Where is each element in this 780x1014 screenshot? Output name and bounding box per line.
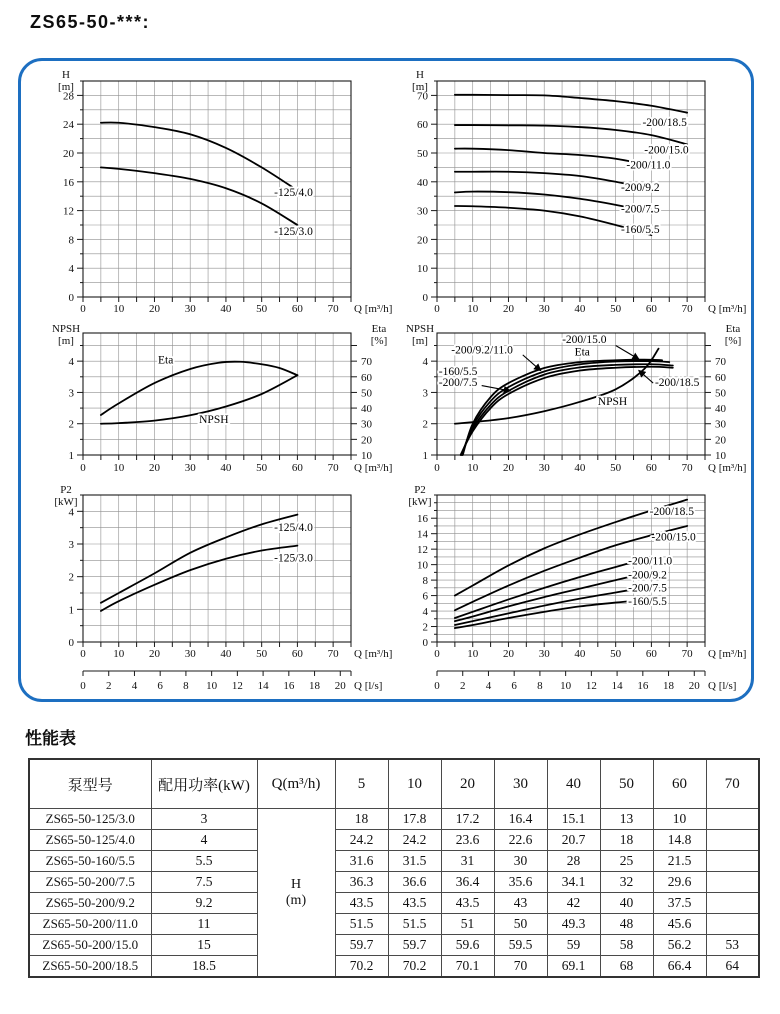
svg-text:-125/3.0: -125/3.0 [274, 226, 313, 239]
svg-text:14: 14 [417, 528, 428, 541]
svg-text:0: 0 [80, 303, 86, 315]
table-row [29, 935, 759, 956]
h-value: 13 [600, 809, 653, 830]
svg-text:50: 50 [417, 148, 428, 160]
h-value: 10 [653, 809, 706, 830]
svg-text:[m]: [m] [412, 335, 428, 347]
svg-text:-160/5.5: -160/5.5 [628, 595, 667, 608]
svg-text:6: 6 [157, 680, 163, 692]
chart-p2-125 [39, 485, 391, 695]
rated-power: 15 [151, 935, 257, 956]
h-value: 21.5 [653, 851, 706, 872]
rated-power: 18.5 [151, 956, 257, 978]
pump-model: ZS65-50-160/5.5 [29, 851, 151, 872]
performance-table [28, 758, 760, 978]
svg-text:4: 4 [68, 356, 74, 369]
table-row [29, 809, 759, 830]
svg-text:Q [m³/h]: Q [m³/h] [708, 303, 747, 315]
svg-text:16: 16 [283, 680, 295, 692]
h-value: 24.2 [335, 830, 388, 851]
svg-text:40: 40 [574, 462, 586, 474]
column-header: 40 [547, 759, 600, 809]
svg-text:16: 16 [637, 680, 649, 692]
svg-text:8: 8 [422, 575, 428, 588]
rated-power: 4 [151, 830, 257, 851]
svg-text:20: 20 [715, 434, 726, 447]
svg-text:60: 60 [291, 462, 303, 474]
svg-text:60: 60 [645, 303, 657, 315]
h-value: 36.4 [441, 872, 494, 893]
h-value: 20.7 [547, 830, 600, 851]
svg-text:70: 70 [327, 648, 339, 660]
svg-text:4: 4 [131, 680, 138, 692]
svg-text:10: 10 [467, 648, 479, 660]
svg-text:50: 50 [256, 648, 268, 660]
h-value: 48 [600, 914, 653, 935]
table-row [29, 872, 759, 893]
svg-text:12: 12 [231, 680, 243, 692]
svg-text:10: 10 [206, 680, 218, 692]
column-header: 泵型号 [29, 759, 151, 809]
svg-text:50: 50 [256, 462, 268, 474]
pump-model: ZS65-50-200/15.0 [29, 935, 151, 956]
svg-text:NPSH: NPSH [199, 414, 229, 427]
svg-text:10: 10 [361, 450, 372, 462]
svg-text:30: 30 [184, 648, 196, 660]
svg-text:50: 50 [610, 303, 622, 315]
svg-text:4: 4 [422, 356, 428, 369]
svg-text:40: 40 [417, 176, 428, 189]
chart-hq-200 [393, 67, 745, 320]
svg-text:0: 0 [68, 292, 74, 304]
svg-text:30: 30 [538, 303, 550, 315]
svg-text:Eta: Eta [158, 354, 174, 367]
h-value [706, 914, 759, 935]
svg-text:-200/9.2: -200/9.2 [621, 182, 660, 195]
h-value: 36.6 [388, 872, 441, 893]
svg-text:10: 10 [417, 263, 428, 276]
svg-text:30: 30 [538, 462, 550, 474]
h-value: 59.5 [494, 935, 547, 956]
h-value: 17.2 [441, 809, 494, 830]
h-value: 25 [600, 851, 653, 872]
pump-model: ZS65-50-200/7.5 [29, 872, 151, 893]
h-value: 70.2 [388, 956, 441, 978]
svg-text:20: 20 [688, 680, 700, 692]
h-value: 15.1 [547, 809, 600, 830]
table-row [29, 830, 759, 851]
svg-text:P2: P2 [60, 484, 72, 496]
svg-text:Q [l/s]: Q [l/s] [354, 680, 383, 692]
pump-model: ZS65-50-125/4.0 [29, 830, 151, 851]
svg-text:14: 14 [257, 680, 269, 692]
table-row [29, 956, 759, 978]
page-title: ZS65-50-***: [30, 12, 151, 32]
h-value: 59.6 [441, 935, 494, 956]
h-value: 51.5 [335, 914, 388, 935]
column-header: 60 [653, 759, 706, 809]
pump-model: ZS65-50-125/3.0 [29, 809, 151, 830]
h-value: 34.1 [547, 872, 600, 893]
h-value: 18 [335, 809, 388, 830]
column-header: 配用功率(kW) [151, 759, 257, 809]
h-value: 35.6 [494, 872, 547, 893]
svg-text:4: 4 [68, 506, 74, 519]
svg-text:70: 70 [681, 462, 693, 474]
h-value: 31 [441, 851, 494, 872]
svg-text:[%]: [%] [724, 335, 742, 347]
svg-text:40: 40 [220, 648, 232, 660]
svg-text:-125/3.0: -125/3.0 [274, 552, 313, 565]
svg-text:16: 16 [417, 513, 428, 526]
svg-text:50: 50 [610, 648, 622, 660]
svg-text:-125/4.0: -125/4.0 [274, 521, 313, 534]
svg-text:60: 60 [417, 119, 428, 132]
svg-text:6: 6 [511, 680, 517, 692]
svg-text:20: 20 [334, 680, 346, 692]
svg-text:20: 20 [148, 462, 160, 474]
rated-power: 11 [151, 914, 257, 935]
h-value: 51 [441, 914, 494, 935]
svg-text:20: 20 [502, 648, 514, 660]
svg-text:-200/9.2/11.0: -200/9.2/11.0 [451, 344, 513, 357]
h-value: 50 [494, 914, 547, 935]
h-value: 24.2 [388, 830, 441, 851]
svg-text:30: 30 [184, 462, 196, 474]
svg-text:12: 12 [585, 680, 597, 692]
svg-text:10: 10 [113, 648, 125, 660]
svg-text:Q [m³/h]: Q [m³/h] [354, 462, 393, 474]
column-header: 70 [706, 759, 759, 809]
h-value: 58 [600, 935, 653, 956]
svg-text:H: H [62, 69, 70, 81]
h-value: 23.6 [441, 830, 494, 851]
column-header: Q(m³/h) [257, 759, 335, 809]
svg-text:10: 10 [113, 462, 125, 474]
svg-text:[m]: [m] [58, 335, 74, 347]
svg-text:3: 3 [422, 387, 428, 400]
svg-text:70: 70 [715, 356, 726, 369]
svg-text:[m]: [m] [412, 81, 428, 93]
h-value: 42 [547, 893, 600, 914]
svg-text:40: 40 [361, 403, 372, 416]
h-value: 29.6 [653, 872, 706, 893]
rated-power: 7.5 [151, 872, 257, 893]
svg-text:20: 20 [417, 234, 428, 247]
svg-text:40: 40 [715, 403, 726, 416]
svg-text:[kW]: [kW] [408, 496, 432, 508]
svg-text:3: 3 [68, 387, 74, 400]
svg-text:0: 0 [80, 462, 86, 474]
svg-text:30: 30 [417, 205, 428, 218]
column-header: 5 [335, 759, 388, 809]
h-value: 59 [547, 935, 600, 956]
svg-text:-125/4.0: -125/4.0 [274, 187, 313, 200]
svg-text:2: 2 [105, 680, 112, 692]
svg-text:12: 12 [63, 205, 74, 218]
rated-power: 3 [151, 809, 257, 830]
h-value: 37.5 [653, 893, 706, 914]
svg-text:-200/15.0: -200/15.0 [562, 334, 607, 347]
svg-text:-160/5.5: -160/5.5 [621, 224, 660, 237]
h-value: 43 [494, 893, 547, 914]
svg-text:-200/11.0: -200/11.0 [628, 555, 673, 568]
svg-text:0: 0 [422, 637, 428, 649]
h-value: 40 [600, 893, 653, 914]
svg-text:10: 10 [467, 462, 479, 474]
svg-text:0: 0 [80, 680, 86, 692]
svg-text:60: 60 [291, 303, 303, 315]
svg-text:-200/18.5: -200/18.5 [649, 506, 695, 519]
svg-text:40: 40 [220, 462, 232, 474]
svg-text:8: 8 [68, 234, 74, 247]
svg-text:30: 30 [184, 303, 196, 315]
svg-text:18: 18 [309, 680, 321, 692]
svg-text:4: 4 [422, 606, 428, 619]
svg-text:NPSH: NPSH [51, 323, 81, 335]
h-value: 31.6 [335, 851, 388, 872]
svg-text:0: 0 [434, 648, 440, 660]
svg-text:30: 30 [538, 648, 550, 660]
svg-text:Q [m³/h]: Q [m³/h] [708, 648, 747, 660]
svg-text:20: 20 [148, 303, 160, 315]
h-value: 70.1 [441, 956, 494, 978]
h-value: 64 [706, 956, 759, 978]
column-header: 30 [494, 759, 547, 809]
table-row [29, 914, 759, 935]
h-value: 30 [494, 851, 547, 872]
svg-text:8: 8 [537, 680, 543, 692]
curves-panel [18, 58, 754, 702]
h-value: 59.7 [388, 935, 441, 956]
svg-text:60: 60 [291, 648, 303, 660]
svg-text:16: 16 [63, 176, 74, 189]
svg-text:20: 20 [502, 462, 514, 474]
svg-text:[kW]: [kW] [54, 496, 78, 508]
svg-text:40: 40 [220, 303, 232, 315]
svg-text:10: 10 [715, 450, 726, 462]
svg-text:0: 0 [434, 303, 440, 315]
h-value: 59.7 [335, 935, 388, 956]
svg-text:10: 10 [560, 680, 572, 692]
svg-text:18: 18 [663, 680, 675, 692]
svg-text:70: 70 [327, 462, 339, 474]
column-header: 10 [388, 759, 441, 809]
svg-text:4: 4 [485, 680, 492, 692]
h-value: 31.5 [388, 851, 441, 872]
svg-text:2: 2 [422, 418, 428, 431]
svg-text:50: 50 [715, 387, 726, 400]
h-value: 45.6 [653, 914, 706, 935]
svg-text:14: 14 [611, 680, 623, 692]
chart-npsh-eta-200 [393, 325, 745, 480]
svg-text:70: 70 [327, 303, 339, 315]
h-value: 14.8 [653, 830, 706, 851]
svg-text:50: 50 [361, 387, 372, 400]
table-header-row [29, 759, 759, 809]
svg-text:-200/7.5: -200/7.5 [628, 582, 667, 595]
pump-model: ZS65-50-200/11.0 [29, 914, 151, 935]
h-value [706, 851, 759, 872]
svg-text:4: 4 [68, 263, 74, 276]
svg-text:-200/7.5: -200/7.5 [438, 377, 478, 390]
svg-text:70: 70 [417, 90, 428, 103]
h-value [706, 809, 759, 830]
h-value: 18 [600, 830, 653, 851]
svg-text:-200/15.0: -200/15.0 [651, 531, 696, 544]
h-value: 22.6 [494, 830, 547, 851]
svg-text:Eta: Eta [371, 323, 387, 335]
h-value [706, 872, 759, 893]
svg-text:NPSH: NPSH [405, 323, 435, 335]
h-value: 43.5 [335, 893, 388, 914]
head-unit-cell: H (m) [257, 809, 335, 978]
svg-text:Q [m³/h]: Q [m³/h] [354, 303, 393, 315]
svg-text:70: 70 [681, 648, 693, 660]
svg-text:-160/5.5: -160/5.5 [438, 366, 478, 379]
svg-text:-200/18.5: -200/18.5 [642, 117, 687, 130]
h-value: 70 [494, 956, 547, 978]
svg-text:-200/18.5: -200/18.5 [654, 377, 700, 390]
svg-text:H: H [416, 69, 424, 81]
svg-text:Q [m³/h]: Q [m³/h] [708, 462, 747, 474]
rated-power: 5.5 [151, 851, 257, 872]
h-value: 16.4 [494, 809, 547, 830]
svg-text:30: 30 [715, 418, 726, 431]
table-row [29, 893, 759, 914]
svg-text:10: 10 [467, 303, 479, 315]
h-value: 17.8 [388, 809, 441, 830]
svg-text:40: 40 [574, 648, 586, 660]
rated-power: 9.2 [151, 893, 257, 914]
svg-text:50: 50 [610, 462, 622, 474]
chart-p2-200 [393, 485, 745, 695]
svg-text:2: 2 [459, 680, 466, 692]
h-value: 70.2 [335, 956, 388, 978]
chart-hq-125 [39, 67, 391, 320]
svg-text:-200/15.0: -200/15.0 [644, 144, 689, 157]
h-value: 43.5 [441, 893, 494, 914]
svg-text:-200/11.0: -200/11.0 [626, 159, 671, 172]
svg-text:Eta: Eta [574, 346, 590, 359]
svg-text:6: 6 [422, 590, 428, 603]
column-header: 50 [600, 759, 653, 809]
h-value [706, 893, 759, 914]
svg-text:50: 50 [256, 303, 268, 315]
svg-text:2: 2 [68, 571, 74, 584]
h-value: 49.3 [547, 914, 600, 935]
svg-text:20: 20 [148, 648, 160, 660]
h-value: 36.3 [335, 872, 388, 893]
table-row [29, 851, 759, 872]
svg-text:20: 20 [63, 148, 74, 160]
pump-model: ZS65-50-200/18.5 [29, 956, 151, 978]
svg-text:0: 0 [68, 637, 74, 649]
chart-npsh-eta-125 [39, 325, 391, 480]
svg-text:24: 24 [63, 119, 74, 132]
pump-model: ZS65-50-200/9.2 [29, 893, 151, 914]
h-value: 53 [706, 935, 759, 956]
svg-text:60: 60 [645, 462, 657, 474]
svg-text:60: 60 [361, 371, 372, 384]
svg-text:1: 1 [68, 604, 74, 617]
h-value: 43.5 [388, 893, 441, 914]
svg-text:NPSH: NPSH [597, 395, 628, 408]
h-value: 51.5 [388, 914, 441, 935]
svg-text:-200/7.5: -200/7.5 [621, 203, 660, 216]
svg-text:30: 30 [361, 418, 372, 431]
svg-text:Eta: Eta [725, 323, 741, 335]
svg-text:0: 0 [434, 680, 440, 692]
svg-text:12: 12 [417, 544, 428, 557]
svg-text:3: 3 [68, 539, 74, 551]
svg-text:20: 20 [502, 303, 514, 315]
svg-text:70: 70 [361, 356, 372, 369]
svg-text:1: 1 [68, 450, 74, 462]
svg-text:Q [m³/h]: Q [m³/h] [354, 648, 393, 660]
svg-text:1: 1 [422, 450, 428, 462]
svg-text:0: 0 [80, 648, 86, 660]
h-value: 69.1 [547, 956, 600, 978]
svg-text:10: 10 [113, 303, 125, 315]
h-value: 66.4 [653, 956, 706, 978]
svg-text:60: 60 [715, 371, 726, 384]
svg-text:8: 8 [183, 680, 189, 692]
svg-text:70: 70 [681, 303, 693, 315]
svg-text:60: 60 [645, 648, 657, 660]
svg-text:2: 2 [422, 621, 428, 634]
svg-text:Q [l/s]: Q [l/s] [708, 680, 737, 692]
table-title: 性能表 [25, 729, 76, 748]
svg-text:28: 28 [63, 90, 74, 103]
h-value: 28 [547, 851, 600, 872]
svg-text:40: 40 [574, 303, 586, 315]
svg-text:[m]: [m] [58, 81, 74, 93]
svg-text:[%]: [%] [370, 335, 388, 347]
column-header: 20 [441, 759, 494, 809]
h-value: 56.2 [653, 935, 706, 956]
svg-text:-200/9.2: -200/9.2 [628, 569, 667, 582]
h-value: 68 [600, 956, 653, 978]
svg-text:P2: P2 [414, 484, 426, 496]
svg-text:20: 20 [361, 434, 372, 447]
svg-text:0: 0 [434, 462, 440, 474]
svg-text:2: 2 [68, 418, 74, 431]
h-value: 32 [600, 872, 653, 893]
h-value [706, 830, 759, 851]
svg-text:0: 0 [422, 292, 428, 304]
svg-text:10: 10 [417, 559, 428, 572]
